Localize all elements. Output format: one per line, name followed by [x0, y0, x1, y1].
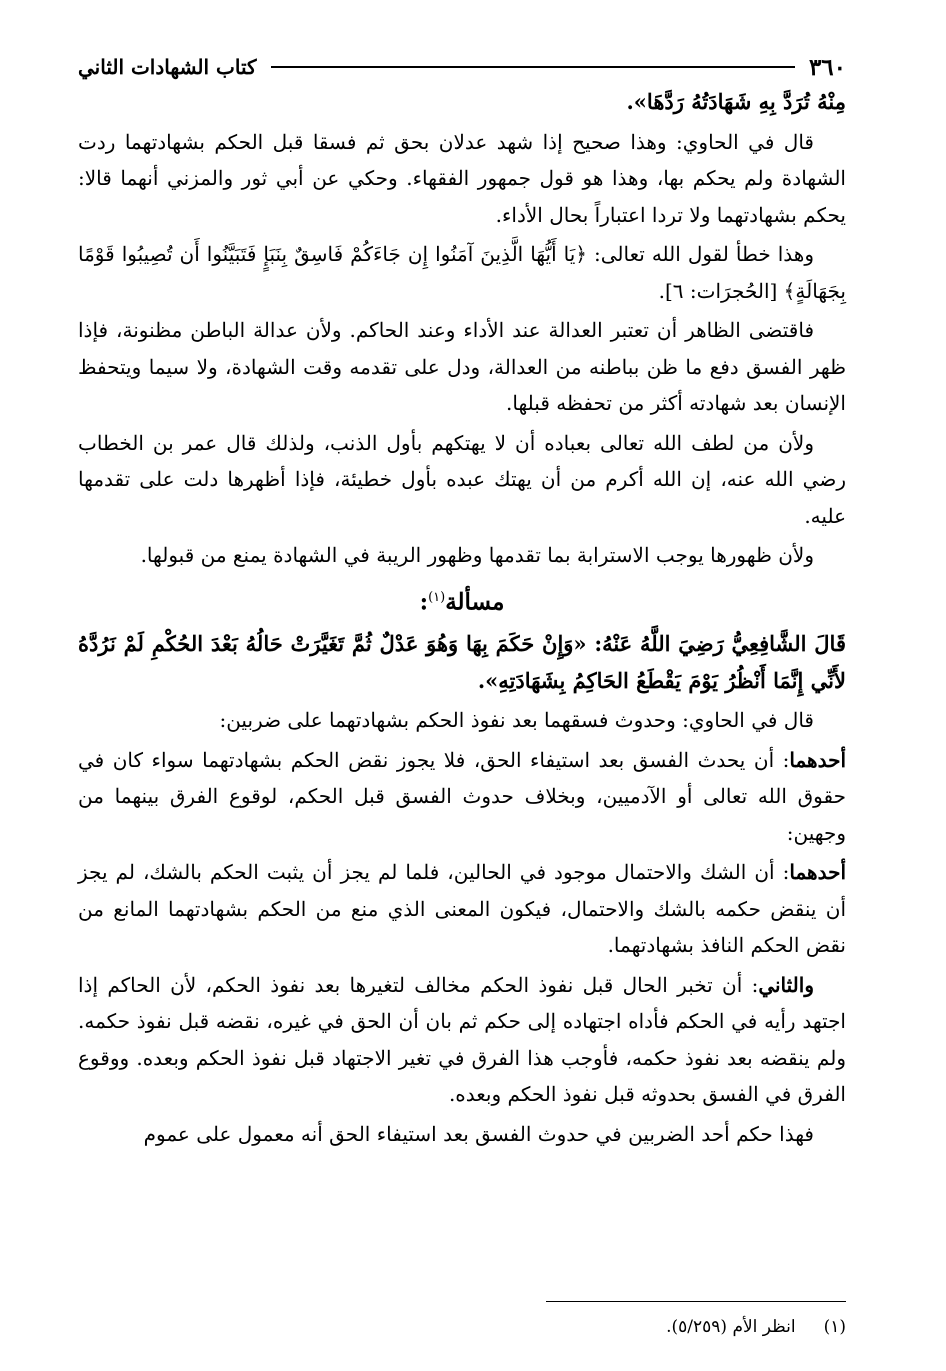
body-text: [78, 84, 846, 1152]
section-title: مسألة: [445, 588, 505, 616]
footnote: [78, 1314, 846, 1340]
paragraph-text: : أن يحدث الفسق بعد استيفاء الحق، فلا يجوز نقض الحكم بشهادتهما سواء كان في حقوق الله تعالى أو الآدميين، وبخلاف حدوث الفسق قبل الحكم، لوقوع الفرق بينهما من وجهين:: [78, 747, 846, 845]
book-page: [78, 50, 846, 1340]
quran-paragraph: [78, 236, 846, 309]
footnote-marker[interactable]: (١): [428, 589, 446, 605]
paragraph: ولأن من لطف الله تعالى بعباده أن لا يهتكهم بأول الذنب، ولذلك قال عمر بن الخطاب رضي الله عنه، إن الله أكرم من أن يهتك عبده بأول خطيئة، فإذا أظهرها دلت على تقدمها عليه.: [78, 430, 846, 528]
section-heading: [78, 580, 846, 621]
paragraph-text: : أن تخبر الحال قبل نفوذ الحكم مخالف لتغيرها بعد نفوذ الحكم، لأن الحاكم إذا اجتهد رأيه في الحكم فأداه اجتهاده إلى حكم ثم بان أن الحق في غيره، نقضه قبل نفوذ حكمه. ولم ينقضه بعد نفوذ حكمه، فأوجب هذا الفرق في تغير الاجتهاد قبل نفوذ الحكم وبعده. ووقوع الفرق في الفسق بحدوثه قبل نفوذ الحكم وبعده.: [78, 972, 846, 1107]
intro-line: قال في الحاوي: وحدوث فسقهما بعد نفوذ الحكم بشهادتهما على ضربين:: [219, 708, 814, 733]
page-header: [78, 50, 846, 84]
footnote-area: [78, 1301, 846, 1340]
section-colon: :: [419, 588, 429, 616]
paragraph-label: أحدهما: [789, 860, 846, 885]
footnote-rule: [546, 1301, 846, 1302]
paragraph-label: أحدهما: [789, 747, 846, 772]
footnote-text: انظر الأم (٥/٢٥٩).: [666, 1317, 796, 1337]
quran-verse: ﴿يَا أَيُّهَا الَّذِينَ آمَنُوا إِن جَاءَكُمْ فَاسِقٌ بِنَبَإٍ فَتَبَيَّنُوا أَن تُصِيبُوا قَوْمًا بِجَهَالَةٍ﴾: [78, 242, 846, 303]
shafii-quote: قَالَ الشَّافِعِيُّ رَضِيَ اللَّهُ عَنْهُ: «وَإِنْ حَكَمَ بِهَا وَهُوَ عَدْلٌ ثُمَّ تَغَيَّرَتْ حَالُهُ بَعْدَ الحُكْمِ لَمْ نَرُدَّهُ لأَنِّي إِنَّمَا أَنْظُرُ يَوْمَ يَقْطَعُ الحَاكِمُ بِشَهَادَتِهِ».: [78, 631, 846, 693]
quran-prefix: وهذا خطأ لقول الله تعالى:: [587, 242, 814, 266]
labeled-paragraph: [78, 742, 846, 852]
book-title: كتاب الشهادات الثاني: [78, 55, 257, 79]
labeled-paragraph: [78, 967, 846, 1113]
paragraph: فاقتضى الظاهر أن تعتبر العدالة عند الأداء وعند الحاكم. ولأن عدالة الباطن مظنونة، فإذا ظهر الفسق دفع ما ظن بباطنه من العدالة، ودل على تقدمه وقت الشهادة، ولا سيما ويتحفظ الإنسان بعد شهادته أكثر من تحفظه قبلها.: [78, 318, 846, 415]
paragraph: قال في الحاوي: وهذا صحيح إذا شهد عدلان بحق ثم فسقا قبل الحكم بشهادتهما ردت الشهادة ولم يحكم بها، وهذا هو قول جمهور الفقهاء. وحكي عن أبي ثور والمزني أنهما قالا: يحكم بشهادتهما ولا تردا اعتباراً بحال الأداء.: [78, 129, 846, 227]
page-number: ٣٦٠: [808, 53, 846, 81]
header-rule: [271, 66, 795, 68]
paragraph-label: والثاني: [758, 972, 814, 997]
quran-reference: [الحُجرَات: ٦].: [658, 278, 784, 303]
last-line: فهذا حكم أحد الضربين في حدوث الفسق بعد استيفاء الحق أنه معمول على عموم: [143, 1121, 814, 1146]
labeled-paragraph: [78, 854, 846, 964]
paragraph: ولأن ظهورها يوجب الاسترابة بما تقدمها وظهور الريبة في الشهادة يمنع من قبولها.: [140, 543, 814, 567]
paragraph-text: : أن الشك والاحتمال موجود في الحالين، فلما لم يجز أن يثبت الحكم بالشك، لم يجز أن ينقض حكمه بالشك والاحتمال، فيكون المعنى الذي منع من الحكم بشهادتهما المانع من نقض الحكم النافذ بشهادتهما.: [78, 860, 846, 958]
footnote-number: (١): [823, 1317, 846, 1337]
quote-continuation: مِنْهُ تُرَدَّ بِهِ شَهَادَتُهُ رَدَّهَا».: [626, 89, 846, 114]
